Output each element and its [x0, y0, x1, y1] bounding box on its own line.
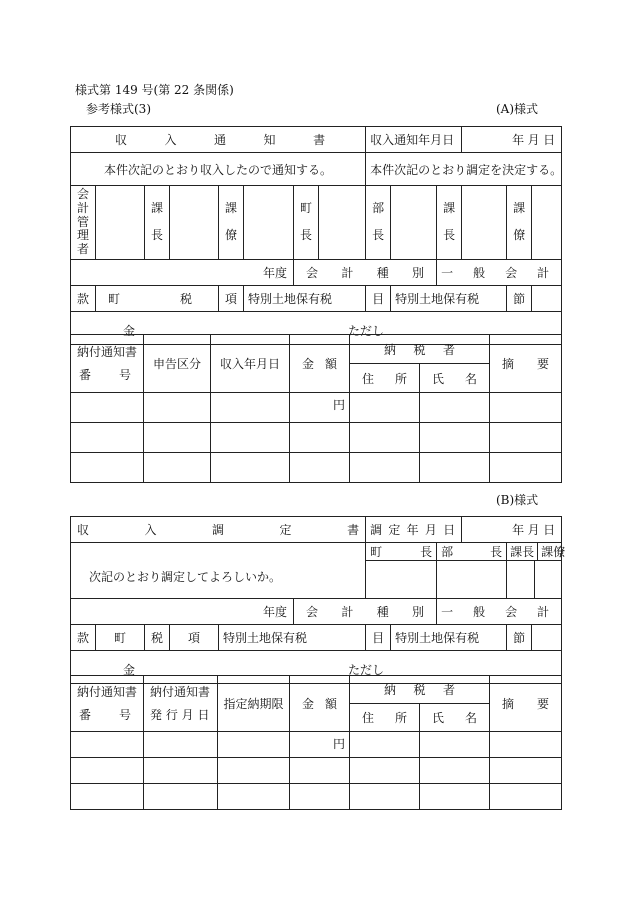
table-cell[interactable] — [218, 732, 290, 758]
form-a-ippan-kaikei: 一 般 会 計 — [437, 259, 562, 285]
table-cell[interactable] — [144, 758, 218, 784]
table-row — [71, 784, 562, 810]
table-cell[interactable] — [350, 423, 420, 453]
form-a-tadashi-label: ただし — [348, 323, 385, 338]
table-cell[interactable] — [211, 423, 290, 453]
table-cell[interactable] — [490, 453, 562, 483]
form-b-col-tekiyo: 摘 要 — [490, 676, 562, 732]
table-cell[interactable] — [71, 758, 144, 784]
table-cell[interactable] — [71, 453, 144, 483]
form-b-notice: 次記のとおり調定してよろしいか。 — [71, 543, 366, 599]
form-a-label: (A)様式 — [496, 102, 539, 116]
table-row — [71, 758, 562, 784]
form-a-notice-left: 本件次記のとおり収入したので通知する。 — [71, 153, 366, 186]
table-cell[interactable] — [71, 393, 144, 423]
form-b-kan-label: 款 — [71, 625, 96, 651]
form-a-date-value[interactable]: 年 月 日 — [462, 127, 562, 153]
form-b-ippan-kaikei: 一 般 会 計 — [437, 599, 562, 625]
form-b-setsu-value[interactable] — [532, 625, 562, 651]
form-a-moku-label: 目 — [366, 285, 391, 311]
form-b-col-nozeisha: 納 税 者 — [350, 676, 490, 704]
table-cell[interactable] — [144, 732, 218, 758]
table-cell[interactable] — [490, 393, 562, 423]
form-b-approver-kacho-karyo: 課 長 課 僚 — [507, 543, 562, 561]
table-row — [71, 453, 562, 483]
form-b-setsu-label: 節 — [507, 625, 532, 651]
approver-karyo-2-stamp[interactable] — [532, 186, 562, 260]
table-cell[interactable] — [290, 784, 350, 810]
form-a-detail-table — [70, 334, 562, 483]
approver-kacho-2-stamp[interactable] — [462, 186, 507, 260]
reference-label: 参考様式(3) — [86, 102, 151, 116]
form-b-date-label: 調 定 年 月 日 — [366, 517, 462, 543]
table-cell[interactable] — [211, 453, 290, 483]
form-a-kaikei-shubetsu-label: 会 計 種 別 — [294, 259, 437, 285]
table-cell[interactable] — [490, 423, 562, 453]
form-a-nendo[interactable]: 年度 — [71, 259, 294, 285]
form-b-amount-cell[interactable] — [290, 732, 350, 758]
form-a-cho-zei[interactable]: 町 税 — [96, 285, 219, 311]
form-a-col-nozeisha: 納 税 者 — [350, 335, 490, 364]
approver-bucho-stamp[interactable] — [391, 186, 437, 260]
form-b-stamp-cho[interactable] — [366, 561, 437, 599]
table-cell[interactable] — [350, 758, 420, 784]
table-cell[interactable] — [144, 784, 218, 810]
table-cell[interactable] — [420, 393, 490, 423]
table-row — [71, 393, 562, 423]
form-b-zei[interactable]: 税 — [145, 625, 170, 651]
form-b-stamp-kacho[interactable] — [507, 561, 535, 598]
form-a-col-shinkoku: 申告区分 — [144, 335, 211, 393]
table-cell[interactable] — [350, 732, 420, 758]
table-cell[interactable] — [350, 393, 420, 423]
form-a-kan-label: 款 — [71, 285, 96, 311]
form-b-date-value[interactable]: 年 月 日 — [462, 517, 562, 543]
form-a-setsu-label: 節 — [507, 285, 532, 311]
form-b-kou-label: 項 — [170, 625, 219, 651]
form-b-col-shimei: 氏 名 — [420, 704, 490, 732]
form-a-setsu-value[interactable] — [532, 285, 562, 311]
approver-kacho: 課 長 — [145, 186, 170, 260]
table-cell[interactable] — [71, 784, 144, 810]
table-row — [71, 732, 562, 758]
form-a-col-tekiyo: 摘 要 — [490, 335, 562, 393]
table-cell[interactable] — [71, 732, 144, 758]
table-cell[interactable] — [144, 453, 211, 483]
form-b-col-jusho: 住 所 — [350, 704, 420, 732]
approver-kacho-2: 課 長 — [437, 186, 462, 260]
yen-unit: 円 — [332, 398, 345, 412]
table-cell[interactable] — [350, 784, 420, 810]
approver-kaikei-stamp[interactable] — [96, 186, 145, 260]
table-cell[interactable] — [490, 732, 562, 758]
form-b-stamp-kacho-karyo[interactable] — [507, 561, 562, 599]
table-cell[interactable] — [290, 758, 350, 784]
table-cell[interactable] — [211, 393, 290, 423]
form-a-kou-label: 項 — [219, 285, 244, 311]
approver-kaikei-kanrisha: 会 計 管 理 者 — [71, 186, 96, 260]
form-b-tadashi-label: ただし — [348, 663, 385, 677]
form-a-table — [70, 126, 562, 345]
table-cell[interactable] — [144, 423, 211, 453]
form-b-tokubetsu-2[interactable]: 特別土地保有税 — [391, 625, 507, 651]
approver-karyo: 課 僚 — [219, 186, 244, 260]
form-b-cho[interactable]: 町 — [96, 625, 145, 651]
form-b-col-kingaku: 金 額 — [290, 676, 350, 732]
table-cell[interactable] — [290, 423, 350, 453]
table-cell[interactable] — [218, 784, 290, 810]
approver-bucho: 部 長 — [366, 186, 391, 260]
yen-unit: 円 — [332, 737, 345, 751]
form-a-col-kingaku: 金 額 — [290, 335, 350, 393]
form-b-detail-table — [70, 675, 562, 810]
form-b-label: (B)様式 — [496, 493, 539, 507]
table-cell[interactable] — [420, 423, 490, 453]
approver-cho-stamp[interactable] — [319, 186, 366, 260]
form-b-stamp-karyo[interactable] — [535, 561, 562, 598]
form-a-col-shimei: 氏 名 — [420, 364, 490, 393]
table-cell[interactable] — [290, 453, 350, 483]
form-b-nendo[interactable]: 年度 — [71, 599, 294, 625]
approver-cho: 町 長 — [294, 186, 319, 260]
table-cell[interactable] — [218, 758, 290, 784]
approver-karyo-stamp[interactable] — [244, 186, 294, 260]
table-cell[interactable] — [350, 453, 420, 483]
form-a-title: 収 入 通 知 書 — [71, 127, 366, 153]
form-b-stamp-bucho[interactable] — [437, 561, 507, 599]
form-b-col-deadline: 指定納期限 — [218, 676, 290, 732]
form-a-tokubetsu-2[interactable]: 特別土地保有税 — [391, 285, 507, 311]
form-b-table — [70, 516, 566, 684]
table-cell[interactable] — [490, 758, 562, 784]
form-b-approver-cho-label: 町 長 — [366, 543, 437, 561]
table-cell[interactable] — [144, 393, 211, 423]
table-row — [71, 423, 562, 453]
form-a-amount-cell[interactable] — [290, 393, 350, 423]
form-b-col-issue-date: 納付通知書 発 行 月 日 — [144, 676, 218, 732]
form-a-kin-label: 金 — [123, 323, 136, 338]
form-b-moku-label: 目 — [366, 625, 391, 651]
form-a-col-shunyu-date: 収入年月日 — [211, 335, 290, 393]
form-b-tokubetsu[interactable]: 特別土地保有税 — [219, 625, 366, 651]
form-a-tokubetsu[interactable]: 特別土地保有税 — [244, 285, 366, 311]
form-b-col-notice-no: 納付通知書 番 号 — [71, 676, 144, 732]
form-a-notice-right: 本件次記のとおり調定を決定する。 — [366, 153, 562, 186]
table-cell[interactable] — [71, 423, 144, 453]
approver-kacho-stamp[interactable] — [170, 186, 219, 260]
form-b-title: 収 入 調 定 書 — [71, 517, 366, 543]
table-cell[interactable] — [420, 732, 490, 758]
table-cell[interactable] — [420, 758, 490, 784]
form-b-kaikei-shubetsu-label: 会 計 種 別 — [294, 599, 437, 625]
table-cell[interactable] — [490, 784, 562, 810]
form-a-col-notice-no: 納付通知書 番 号 — [71, 335, 144, 393]
form-a-date-label: 収入通知年月日 — [366, 127, 462, 153]
form-b-kin-label: 金 — [123, 663, 136, 677]
approver-karyo-2: 課 僚 — [507, 186, 532, 260]
form-a-col-jusho: 住 所 — [350, 364, 420, 393]
table-cell[interactable] — [420, 453, 490, 483]
table-cell[interactable] — [420, 784, 490, 810]
form-b-approver-bucho-label: 部 長 — [437, 543, 507, 561]
form-number: 様式第 149 号(第 22 条関係) — [75, 83, 234, 97]
